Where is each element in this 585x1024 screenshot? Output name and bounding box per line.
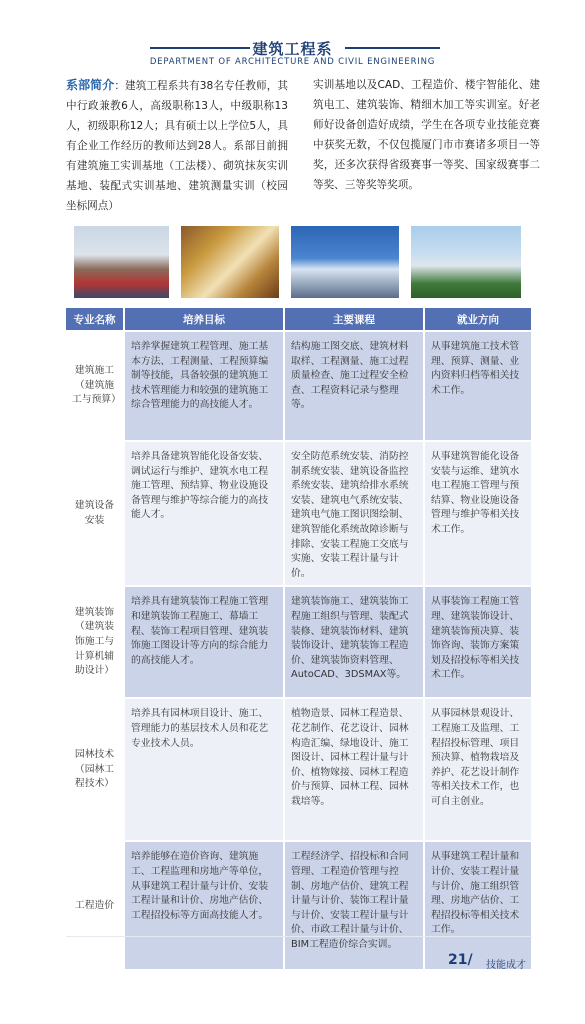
major-name: 工程造价 bbox=[66, 841, 124, 969]
footer-slogan: 技能成才 bbox=[486, 960, 526, 971]
footer-divider bbox=[66, 936, 532, 937]
table-row bbox=[66, 331, 532, 441]
table-row bbox=[66, 441, 532, 586]
major-jobs: 从事建筑施工技术管理、预算、测量、业内资料归档等相关技术工作。 bbox=[424, 331, 532, 441]
intro-left-text: ：建筑工程系共有38名专任教师，其中行政兼教6人，高级职称13人，中级职称13人，初级职称12人；具有硕士以上学位5人，具有企业工作经历的教师达到28人。系部目前拥有建筑施工实训基地（工法楼）、砌筑抹灰实训基地、装配式实训基地、建筑测量实训（校园坐标网点） bbox=[66, 80, 288, 212]
table-row bbox=[66, 586, 532, 698]
major-courses: 结构施工图交底、建筑材料取样、工程测量、施工过程质量检查、施工过程安全检查、工程资料记录与整理等。 bbox=[284, 331, 424, 441]
intro-right-column: 实训基地以及CAD、工程造价、楼宇智能化、建筑电工、建筑装饰、精细木加工等实训室。好老师好设备创造好成绩，学生在各项专业技能竞赛中获奖无数，不仅包揽厦门市市赛诸多项目一等奖，还多次获得省级赛事一等奖、国家级赛事二等奖、三等奖等奖项。 bbox=[313, 79, 540, 191]
major-courses: 工程经济学、招投标和合同管理、工程造价管理与控制、房地产估价、建筑工程计量与计价、装饰工程计量与计价、安装工程计量与计价、市政工程计量与计价、BIM工程造价综合实训。 bbox=[284, 841, 424, 969]
table-row bbox=[66, 841, 532, 969]
intro-left-column bbox=[66, 75, 288, 216]
major-jobs: 从事装饰工程施工管理、建筑装饰设计、建筑装饰预决算、装饰咨询、装饰方案策划及招投标等相关技术工作。 bbox=[424, 586, 532, 698]
header-goal: 培养目标 bbox=[124, 308, 284, 331]
table-header-row bbox=[66, 308, 532, 331]
major-goal: 培养具备建筑智能化设备安装、调试运行与维护、建筑水电工程施工管理、预结算、物业设施设备管理与维护等综合能力的高技能人才。 bbox=[124, 441, 284, 586]
header-major-name: 专业名称 bbox=[66, 308, 124, 331]
header-courses: 主要课程 bbox=[284, 308, 424, 331]
major-name: 建筑设备安装 bbox=[66, 441, 124, 586]
major-goal: 培养掌握建筑工程管理、施工基本方法、工程测量、工程预算编制等技能，具备较强的建筑施工技术管理能力和较强的建筑施工综合管理能力的高技能人才。 bbox=[124, 331, 284, 441]
page-title: 建筑工程系 bbox=[252, 40, 333, 58]
page-number: 21/ bbox=[448, 952, 473, 968]
major-goal: 培养具有建筑装饰工程施工管理和建筑装饰工程施工、幕墙工程、装饰工程项目管理、建筑装饰施工图设计等方向的综合能力的高技能人才。 bbox=[124, 586, 284, 698]
photo-competition-stage bbox=[291, 226, 399, 298]
photo-trophies bbox=[181, 226, 279, 298]
major-courses: 建筑装饰施工、建筑装饰工程施工组织与管理、装配式装修、建筑装饰材料、建筑装饰设计、建筑装饰工程造价、建筑装饰资料管理、AutoCAD、3DSMAX等。 bbox=[284, 586, 424, 698]
major-name: 建筑装饰（建筑装饰施工与计算机辅助设计） bbox=[66, 586, 124, 698]
major-courses: 植物造景、园林工程造景、花艺制作、花艺设计、园林构造汇编、绿地设计、施工图设计、园林工程计量与计价、植物嫁接、园林工程造价与预算、园林工程、园林栽培等。 bbox=[284, 698, 424, 841]
major-jobs: 从事建筑工程计量和计价、安装工程计量与计价、施工组织管理、房地产估价、工程招投标等相关技术工作。 bbox=[424, 841, 532, 969]
table-row bbox=[66, 698, 532, 841]
header-rule-right bbox=[345, 47, 440, 49]
photo-campus-building bbox=[411, 226, 521, 298]
major-goal: 培养具有园林项目设计、施工、管理能力的基层技术人员和花艺专业技术人员。 bbox=[124, 698, 284, 841]
major-jobs: 从事园林景观设计、工程施工及监理、工程招投标管理、项目预决算、植物栽培及养护、花艺设计制作等相关技术工作，也可自主创业。 bbox=[424, 698, 532, 841]
major-name: 园林技术（园林工程技术） bbox=[66, 698, 124, 841]
intro-label: 系部简介 bbox=[66, 78, 115, 92]
major-name: 建筑施工（建筑施工与预算） bbox=[66, 331, 124, 441]
header-jobs: 就业方向 bbox=[424, 308, 532, 331]
majors-table bbox=[66, 308, 533, 969]
major-goal: 培养能够在造价咨询、建筑施工、工程监理和房地产等单位，从事建筑工程计量与计价、安装工程计量和计价、房地产估价、工程招投标等方面高技能人才。 bbox=[124, 841, 284, 969]
major-courses: 安全防范系统安装、消防控制系统安装、建筑设备监控系统安装、建筑给排水系统安装、建筑电气系统安装、建筑电气施工图识图绘制、建筑智能化系统故障诊断与排除、安装工程施工交底与实施、安装工程计量与计价。 bbox=[284, 441, 424, 586]
major-jobs: 从事建筑智能化设备安装与运维、建筑水电工程施工管理与预结算、物业设施设备管理与维护等相关技术工作。 bbox=[424, 441, 532, 586]
photo-students-group bbox=[74, 226, 169, 298]
page-subtitle: DEPARTMENT OF ARCHITECTURE AND CIVIL ENGINEERING bbox=[149, 57, 436, 67]
